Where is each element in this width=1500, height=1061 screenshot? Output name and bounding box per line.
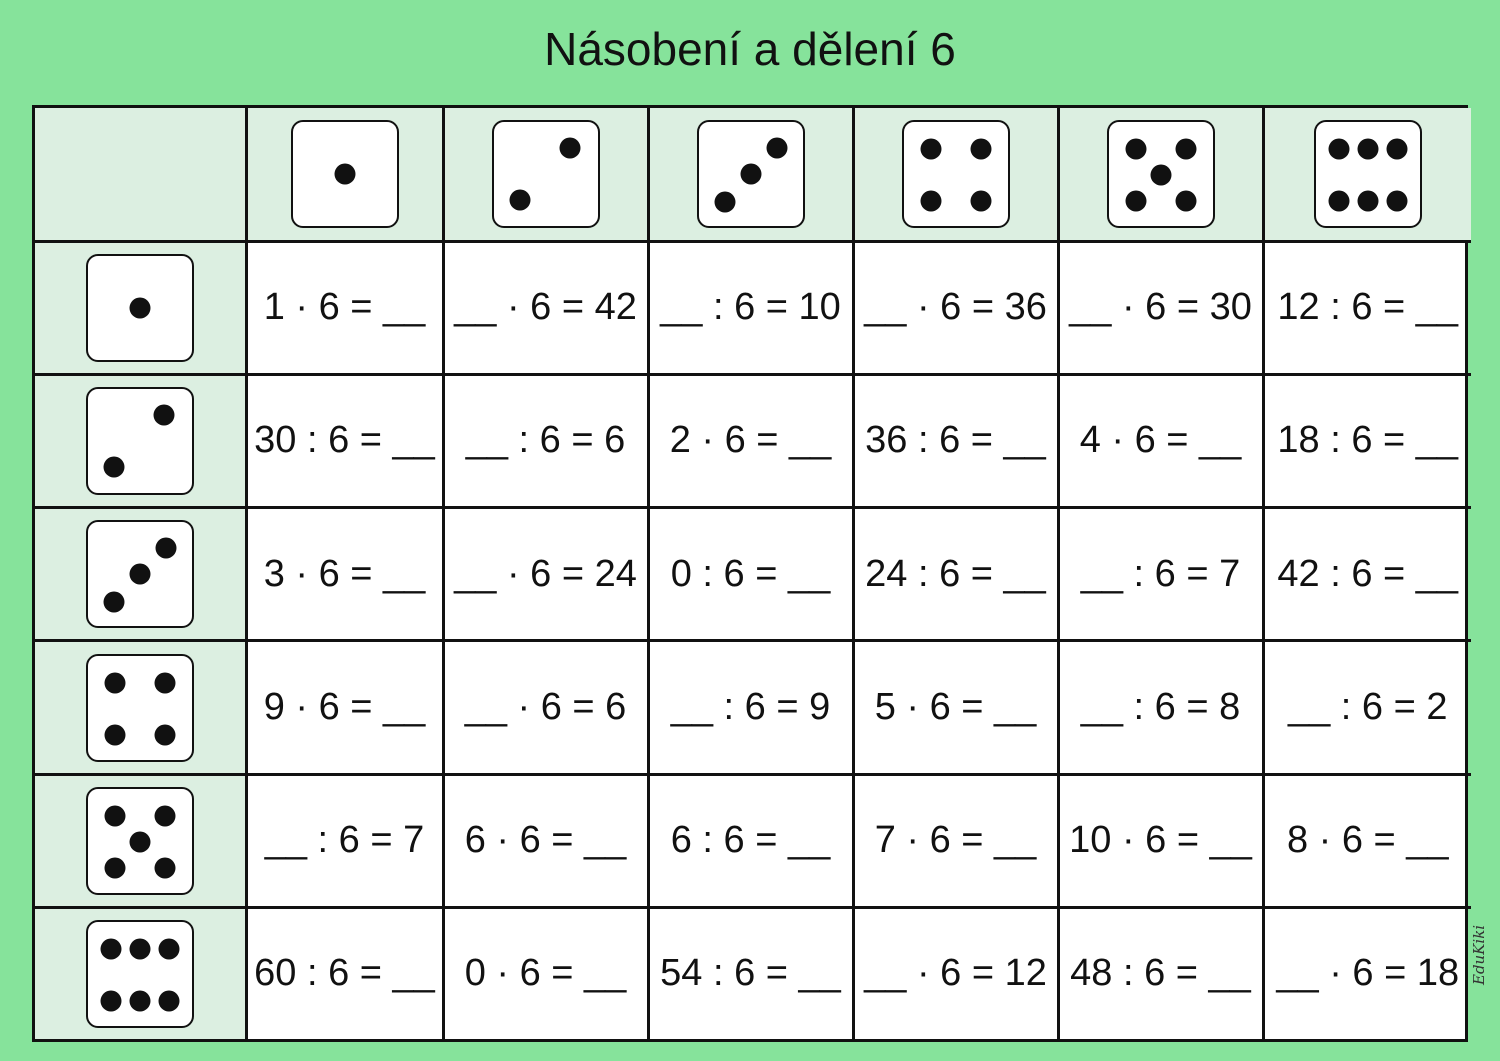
exercise-cell: 7 · 6 = __ [853, 774, 1058, 907]
die-three-icon [86, 520, 194, 628]
die-pip [129, 990, 150, 1011]
row-header-two [35, 374, 246, 507]
die-pip [104, 857, 125, 878]
die-pip [154, 724, 175, 745]
exercise-cell: 12 : 6 = __ [1263, 241, 1471, 374]
die-pip [1386, 138, 1407, 159]
row-header-five [35, 774, 246, 907]
die-pip [155, 538, 176, 559]
exercise-cell: 24 : 6 = __ [853, 508, 1058, 641]
die-pip [1328, 190, 1349, 211]
die-pip [509, 189, 530, 210]
die-four-icon [86, 654, 194, 762]
author-signature: EduKiki [1470, 924, 1488, 985]
die-pip [1386, 190, 1407, 211]
die-pip [129, 564, 150, 585]
die-pip [158, 990, 179, 1011]
exercise-cell: 6 · 6 = __ [443, 774, 648, 907]
die-pip [100, 990, 121, 1011]
column-header-four [853, 108, 1058, 241]
die-pip [1125, 138, 1146, 159]
exercise-cell: 60 : 6 = __ [246, 907, 443, 1039]
table-row [35, 241, 1471, 374]
die-pip [920, 138, 941, 159]
multiplication-grid [32, 105, 1468, 1042]
die-pip [154, 805, 175, 826]
column-header-five [1058, 108, 1263, 241]
column-header-three [648, 108, 853, 241]
die-pip [1328, 138, 1349, 159]
die-three-icon [697, 120, 805, 228]
exercise-cell: 48 : 6 = __ [1058, 907, 1263, 1039]
exercise-cell: __ · 6 = 36 [853, 241, 1058, 374]
table-row [35, 907, 1471, 1039]
exercise-cell: 8 · 6 = __ [1263, 774, 1471, 907]
exercise-cell: __ · 6 = 6 [443, 641, 648, 774]
page-title: Násobení a dělení 6 [544, 23, 956, 75]
table-row [35, 774, 1471, 907]
row-header-three [35, 508, 246, 641]
table-row [35, 374, 1471, 507]
die-five-icon [1107, 120, 1215, 228]
corner-cell [35, 108, 246, 241]
die-pip [766, 137, 787, 158]
exercise-cell: 30 : 6 = __ [246, 374, 443, 507]
exercise-cell: 10 · 6 = __ [1058, 774, 1263, 907]
die-pip [158, 938, 179, 959]
die-six-icon [1314, 120, 1422, 228]
exercise-cell: 36 : 6 = __ [853, 374, 1058, 507]
exercise-cell: __ : 6 = 7 [246, 774, 443, 907]
exercise-cell: __ · 6 = 24 [443, 508, 648, 641]
die-pip [1175, 138, 1196, 159]
die-pip [129, 297, 150, 318]
table-row [35, 508, 1471, 641]
die-pip [104, 724, 125, 745]
die-pip [970, 190, 991, 211]
die-pip [920, 190, 941, 211]
exercise-cell: __ : 6 = 7 [1058, 508, 1263, 641]
die-two-icon [86, 387, 194, 495]
exercise-cell: __ · 6 = 18 [1263, 907, 1471, 1039]
die-pip [559, 137, 580, 158]
exercise-cell: __ · 6 = 12 [853, 907, 1058, 1039]
die-pip [103, 456, 124, 477]
die-pip [129, 938, 150, 959]
die-pip [154, 857, 175, 878]
table-row [35, 641, 1471, 774]
exercise-cell: 42 : 6 = __ [1263, 508, 1471, 641]
exercise-cell: 18 : 6 = __ [1263, 374, 1471, 507]
die-pip [334, 163, 355, 184]
die-four-icon [902, 120, 1010, 228]
die-pip [1175, 190, 1196, 211]
die-one-icon [291, 120, 399, 228]
die-pip [970, 138, 991, 159]
row-header-four [35, 641, 246, 774]
exercise-cell: __ : 6 = 6 [443, 374, 648, 507]
column-header-two [443, 108, 648, 241]
column-header-six [1263, 108, 1471, 241]
die-pip [100, 938, 121, 959]
exercise-cell: 6 : 6 = __ [648, 774, 853, 907]
die-pip [1150, 164, 1171, 185]
exercise-cell: 3 · 6 = __ [246, 508, 443, 641]
exercise-cell: __ : 6 = 9 [648, 641, 853, 774]
exercise-cell: 54 : 6 = __ [648, 907, 853, 1039]
exercise-cell: 9 · 6 = __ [246, 641, 443, 774]
exercise-cell: 5 · 6 = __ [853, 641, 1058, 774]
die-pip [129, 831, 150, 852]
die-pip [1357, 138, 1378, 159]
exercise-table [35, 108, 1471, 1039]
die-pip [153, 404, 174, 425]
die-pip [714, 191, 735, 212]
exercise-cell: 2 · 6 = __ [648, 374, 853, 507]
exercise-cell: 1 · 6 = __ [246, 241, 443, 374]
die-pip [1357, 190, 1378, 211]
die-six-icon [86, 920, 194, 1028]
row-header-one [35, 241, 246, 374]
die-five-icon [86, 787, 194, 895]
die-two-icon [492, 120, 600, 228]
exercise-cell: __ · 6 = 30 [1058, 241, 1263, 374]
exercise-cell: 0 · 6 = __ [443, 907, 648, 1039]
die-pip [104, 672, 125, 693]
column-header-one [246, 108, 443, 241]
exercise-cell: 0 : 6 = __ [648, 508, 853, 641]
die-pip [104, 805, 125, 826]
exercise-cell: __ : 6 = 2 [1263, 641, 1471, 774]
die-one-icon [86, 254, 194, 362]
die-pip [740, 163, 761, 184]
row-header-six [35, 907, 246, 1039]
die-pip [103, 592, 124, 613]
exercise-cell: 4 · 6 = __ [1058, 374, 1263, 507]
exercise-cell: __ · 6 = 42 [443, 241, 648, 374]
die-pip [1125, 190, 1146, 211]
die-pip [154, 672, 175, 693]
exercise-cell: __ : 6 = 8 [1058, 641, 1263, 774]
exercise-cell: __ : 6 = 10 [648, 241, 853, 374]
